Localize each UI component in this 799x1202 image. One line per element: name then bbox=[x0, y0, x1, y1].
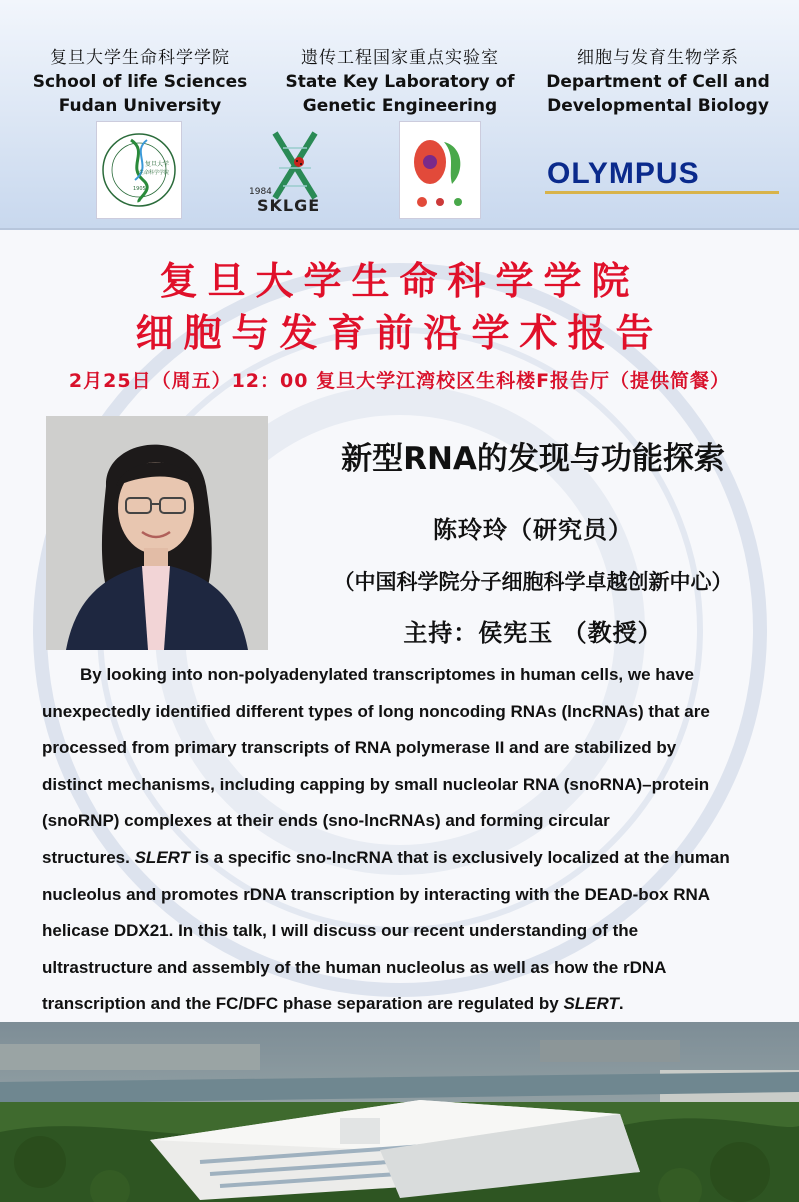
sklge-logo-year: 1984 bbox=[249, 187, 272, 197]
speaker-photo bbox=[46, 416, 268, 650]
svg-text:复旦大学: 复旦大学 bbox=[145, 161, 170, 168]
abstract-line: processed from primary transcripts of RNA polymerase II and are stabilized by bbox=[42, 738, 677, 758]
abstract-line: By looking into non-polyadenylated transcriptomes in human cells, we have bbox=[80, 665, 695, 684]
abstract-line: ultrastructure and assembly of the human nucleolus as well as how the rDNA bbox=[42, 957, 667, 977]
host-name: 主持：侯宪玉 （教授） bbox=[403, 619, 663, 647]
org-en-name-line1: School of life Sciences bbox=[32, 72, 248, 92]
speaker-affiliation: （中国科学院分子细胞科学卓越创新中心） bbox=[333, 570, 733, 594]
header-banner bbox=[0, 0, 799, 230]
abstract-line: distinct mechanisms, including capping by small nucleolar RNA (snoRNA)–protein bbox=[42, 774, 710, 794]
org-en-name-line1: State Key Laboratory of bbox=[285, 72, 515, 92]
dept-cell-dev-bio-logo bbox=[399, 121, 481, 219]
sklge-logo-text: SKLGE bbox=[257, 196, 321, 215]
abstract-line: unexpectedly identified different types of long noncoding RNAs (lncRNAs) that are bbox=[42, 701, 710, 721]
abstract-line: helicase DDX21. In this talk, I will discuss our recent understanding of the bbox=[42, 921, 639, 941]
org-cn-name: 遗传工程国家重点实验室 bbox=[301, 48, 499, 68]
campus-building-image bbox=[0, 1022, 799, 1202]
abstract-line: structures. SLERT is a specific sno-lncRNA that is exclusively localized at the human bbox=[42, 847, 730, 867]
org-en-name-line2: Developmental Biology bbox=[547, 96, 769, 116]
org-en-name-line2: Fudan University bbox=[58, 96, 222, 116]
svg-text:生命科学学院: 生命科学学院 bbox=[139, 170, 170, 176]
event-title-line2: 细胞与发育前沿学术报告 bbox=[135, 310, 664, 355]
slert-term: SLERT bbox=[563, 994, 619, 1014]
speaker-name: 陈玲玲（研究员） bbox=[433, 516, 633, 544]
talk-abstract bbox=[42, 657, 764, 1023]
org-sklge bbox=[270, 46, 530, 118]
org-cn-name: 细胞与发育生物学系 bbox=[577, 48, 739, 68]
fudan-life-sciences-logo bbox=[96, 121, 182, 219]
talk-title: 新型RNA的发现与功能探索 bbox=[341, 441, 725, 477]
abstract-line: nucleolus and promotes rDNA transcription by interacting with the DEAD-box RNA bbox=[42, 884, 711, 904]
sklge-logo bbox=[245, 128, 345, 218]
event-title-line1: 复旦大学生命科学学院 bbox=[159, 258, 640, 303]
olympus-logo bbox=[545, 152, 779, 200]
abstract-line: (snoRNP) complexes at their ends (sno-lncRNAs) and forming circular bbox=[42, 811, 610, 831]
olympus-logo-text: OLYMPUS bbox=[547, 157, 700, 190]
org-dept-cell-dev-bio bbox=[528, 46, 788, 118]
org-en-name-line2: Genetic Engineering bbox=[302, 96, 498, 116]
org-cn-name: 复旦大学生命科学学院 bbox=[50, 48, 230, 68]
org-en-name-line1: Department of Cell and bbox=[546, 72, 770, 92]
slert-term: SLERT bbox=[134, 847, 191, 867]
fudan-logo-year: 1905 bbox=[133, 186, 146, 192]
org-school-of-life-sciences bbox=[10, 46, 270, 118]
event-schedule: 2月25日（周五）12：00 复旦大学江湾校区生科楼F报告厅（提供简餐） bbox=[68, 370, 731, 392]
abstract-line: transcription and the FC/DFC phase separation are regulated by SLERT. bbox=[42, 994, 624, 1014]
